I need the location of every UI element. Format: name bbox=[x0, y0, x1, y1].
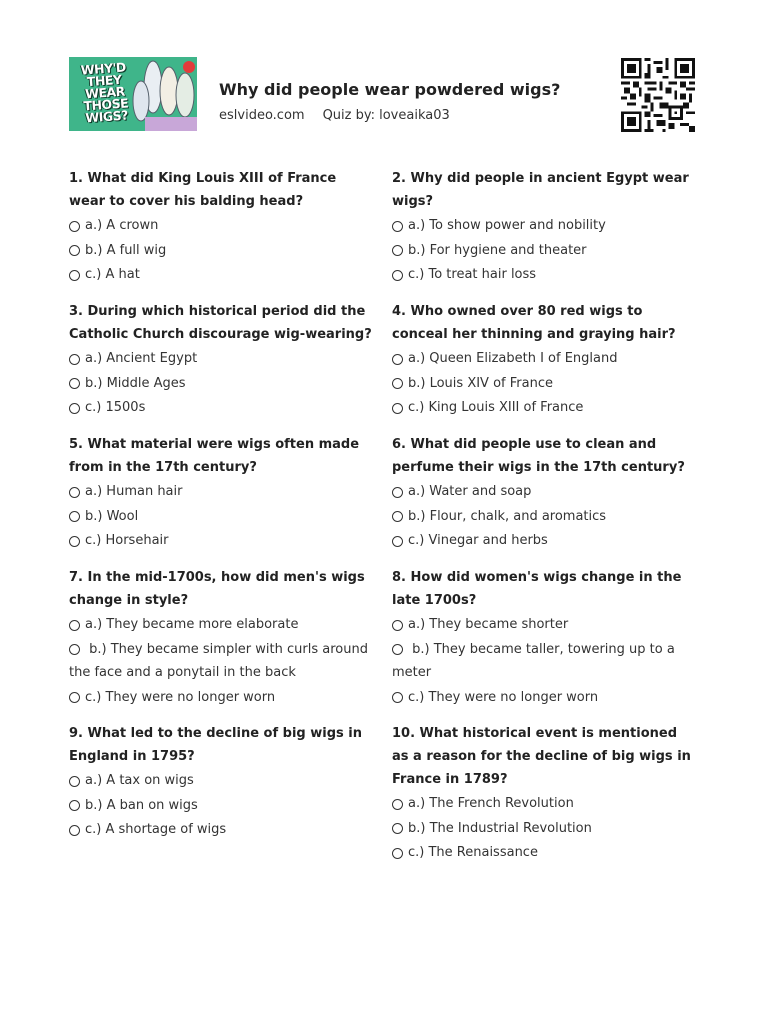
answer-option[interactable] bbox=[69, 529, 374, 553]
question-text: 10. What historical event is mentioned as a reason for the decline of big wigs in France in 1789? bbox=[392, 726, 691, 787]
answer-option[interactable] bbox=[392, 396, 697, 420]
answer-option[interactable] bbox=[69, 505, 374, 529]
option-label: c.) Horsehair bbox=[85, 533, 169, 548]
option-label: b.) They became taller, towering up to a meter bbox=[392, 641, 675, 680]
answer-option[interactable] bbox=[69, 214, 374, 238]
qr-code-icon[interactable] bbox=[620, 58, 696, 132]
radio-button[interactable] bbox=[392, 487, 403, 498]
answer-option[interactable] bbox=[392, 505, 697, 529]
answer-option[interactable] bbox=[69, 396, 374, 420]
question-text: 4. Who owned over 80 red wigs to conceal her thinning and graying hair? bbox=[392, 304, 676, 342]
option-label: c.) They were no longer worn bbox=[408, 689, 599, 705]
option-label: a.) They became shorter bbox=[408, 617, 569, 632]
radio-button[interactable] bbox=[392, 848, 403, 859]
question-text: 2. Why did people in ancient Egypt wear wigs? bbox=[392, 171, 689, 209]
quiz-author: Quiz by: loveaika03 bbox=[322, 108, 450, 123]
radio-button[interactable] bbox=[392, 270, 403, 281]
radio-button[interactable] bbox=[392, 403, 403, 414]
option-label: c.) 1500s bbox=[85, 400, 146, 415]
radio-button[interactable] bbox=[392, 245, 403, 256]
option-label: b.) A ban on wigs bbox=[85, 797, 198, 813]
answer-option[interactable] bbox=[392, 263, 697, 287]
answer-option[interactable] bbox=[69, 769, 374, 793]
radio-button[interactable] bbox=[392, 644, 403, 655]
radio-button[interactable] bbox=[392, 823, 403, 834]
radio-button[interactable] bbox=[69, 800, 80, 811]
answer-option[interactable] bbox=[69, 613, 374, 637]
answer-option[interactable] bbox=[392, 529, 697, 553]
option-label: a.) Ancient Egypt bbox=[85, 351, 198, 366]
question-3 bbox=[69, 300, 374, 420]
radio-button[interactable] bbox=[392, 354, 403, 365]
radio-button[interactable] bbox=[392, 221, 403, 232]
radio-button[interactable] bbox=[69, 536, 80, 547]
question-4 bbox=[392, 300, 697, 420]
option-label: c.) Vinegar and herbs bbox=[408, 533, 548, 548]
option-label: a.) Water and soap bbox=[408, 484, 532, 499]
answer-option[interactable] bbox=[69, 638, 374, 685]
option-label: b.) Wool bbox=[85, 508, 139, 524]
radio-button[interactable] bbox=[69, 487, 80, 498]
radio-button[interactable] bbox=[69, 825, 80, 836]
option-label: a.) To show power and nobility bbox=[408, 218, 606, 233]
page-title: Why did people wear powdered wigs? bbox=[219, 80, 561, 99]
option-label: a.) They became more elaborate bbox=[85, 617, 299, 632]
radio-button[interactable] bbox=[392, 692, 403, 703]
answer-option[interactable] bbox=[392, 792, 697, 816]
radio-button[interactable] bbox=[69, 620, 80, 631]
answer-option[interactable] bbox=[392, 638, 697, 685]
question-text: 7. In the mid-1700s, how did men's wigs change in style? bbox=[69, 570, 365, 608]
quiz-meta bbox=[219, 108, 450, 123]
answer-option[interactable] bbox=[69, 480, 374, 504]
answer-option[interactable] bbox=[69, 686, 374, 710]
answer-option[interactable] bbox=[69, 239, 374, 263]
option-label: c.) King Louis XIII of France bbox=[408, 400, 584, 415]
video-thumbnail[interactable] bbox=[69, 57, 197, 131]
radio-button[interactable] bbox=[69, 692, 80, 703]
question-1 bbox=[69, 167, 374, 287]
option-label: b.) Middle Ages bbox=[85, 375, 186, 391]
option-label: b.) They became simpler with curls around the face and a ponytail in the back bbox=[69, 641, 368, 680]
option-label: b.) The Industrial Revolution bbox=[408, 820, 592, 836]
question-6 bbox=[392, 433, 697, 553]
answer-option[interactable] bbox=[69, 818, 374, 842]
radio-button[interactable] bbox=[392, 799, 403, 810]
radio-button[interactable] bbox=[392, 620, 403, 631]
option-label: c.) A hat bbox=[85, 267, 140, 282]
radio-button[interactable] bbox=[392, 378, 403, 389]
thumbnail-caption: WHY'D THEY WEAR THOSE WIGS? bbox=[80, 59, 129, 126]
option-label: a.) Queen Elizabeth I of England bbox=[408, 351, 618, 366]
option-label: a.) A tax on wigs bbox=[85, 773, 194, 788]
option-label: a.) The French Revolution bbox=[408, 796, 574, 811]
question-8 bbox=[392, 566, 697, 709]
option-label: a.) Human hair bbox=[85, 484, 183, 499]
site-name: eslvideo.com bbox=[219, 108, 305, 123]
quiz-header bbox=[69, 57, 699, 133]
question-10 bbox=[392, 722, 697, 865]
radio-button[interactable] bbox=[69, 270, 80, 281]
radio-button[interactable] bbox=[69, 378, 80, 389]
option-label: b.) A full wig bbox=[85, 242, 167, 258]
answer-option[interactable] bbox=[392, 686, 697, 710]
option-label: c.) The Renaissance bbox=[408, 845, 538, 860]
answer-option[interactable] bbox=[392, 480, 697, 504]
answer-option[interactable] bbox=[69, 794, 374, 818]
radio-button[interactable] bbox=[69, 354, 80, 365]
radio-button[interactable] bbox=[69, 776, 80, 787]
question-2 bbox=[392, 167, 697, 287]
radio-button[interactable] bbox=[69, 644, 80, 655]
question-text: 3. During which historical period did the Catholic Church discourage wig-wearing? bbox=[69, 304, 372, 342]
option-label: b.) Louis XIV of France bbox=[408, 375, 553, 391]
question-text: 6. What did people use to clean and perfume their wigs in the 17th century? bbox=[392, 437, 685, 475]
option-label: c.) A shortage of wigs bbox=[85, 822, 227, 837]
answer-option[interactable] bbox=[392, 841, 697, 865]
option-label: c.) To treat hair loss bbox=[408, 267, 537, 282]
question-7 bbox=[69, 566, 374, 709]
answer-option[interactable] bbox=[392, 817, 697, 841]
answer-option[interactable] bbox=[69, 372, 374, 396]
answer-option[interactable] bbox=[392, 613, 697, 637]
radio-button[interactable] bbox=[392, 536, 403, 547]
option-label: b.) For hygiene and theater bbox=[408, 242, 587, 258]
question-text: 1. What did King Louis XIII of France wear to cover his balding head? bbox=[69, 171, 337, 209]
option-label: b.) Flour, chalk, and aromatics bbox=[408, 508, 607, 524]
question-5 bbox=[69, 433, 374, 553]
question-text: 8. How did women's wigs change in the late 1700s? bbox=[392, 570, 682, 608]
question-text: 9. What led to the decline of big wigs in England in 1795? bbox=[69, 726, 362, 764]
answer-option[interactable] bbox=[392, 239, 697, 263]
answer-option[interactable] bbox=[392, 347, 697, 371]
answer-option[interactable] bbox=[392, 372, 697, 396]
radio-button[interactable] bbox=[69, 511, 80, 522]
option-label: a.) A crown bbox=[85, 218, 159, 233]
radio-button[interactable] bbox=[392, 511, 403, 522]
option-label: c.) They were no longer worn bbox=[85, 689, 276, 705]
radio-button[interactable] bbox=[69, 245, 80, 256]
question-9 bbox=[69, 722, 374, 842]
question-text: 5. What material were wigs often made from in the 17th century? bbox=[69, 437, 360, 475]
radio-button[interactable] bbox=[69, 221, 80, 232]
radio-button[interactable] bbox=[69, 403, 80, 414]
answer-option[interactable] bbox=[392, 214, 697, 238]
answer-option[interactable] bbox=[69, 263, 374, 287]
answer-option[interactable] bbox=[69, 347, 374, 371]
